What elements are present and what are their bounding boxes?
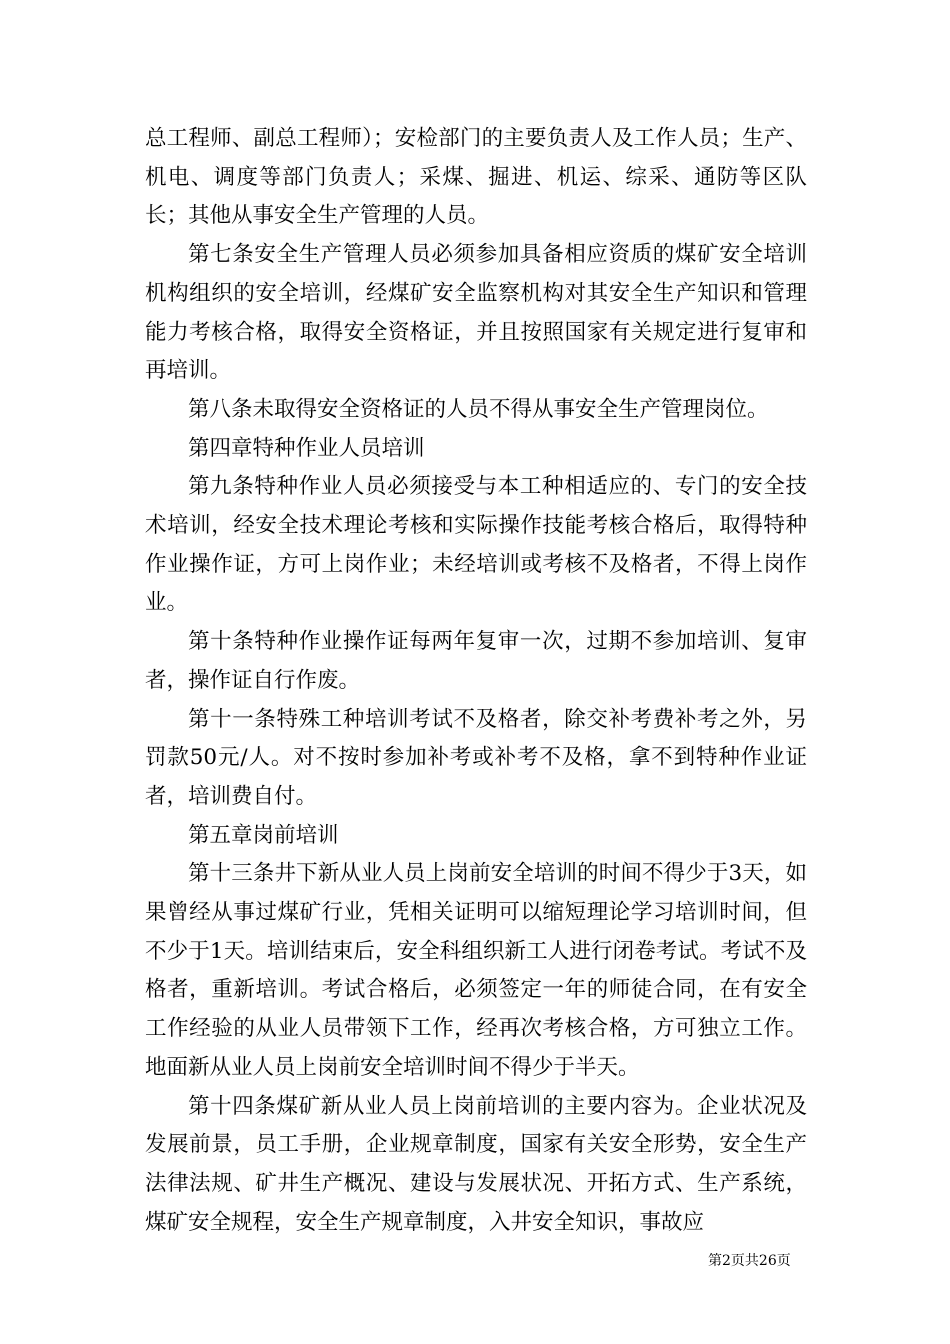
paragraph-continued: 总工程师、副总工程师）；安检部门的主要负责人及工作人员；生产、机电、调度等部门负责人；采煤、掘进、机运、综采、通防等区队长；其他从事安全生产管理的人员。 bbox=[145, 126, 807, 229]
chapter-heading-5: 第五章岗前培训 bbox=[188, 822, 339, 848]
page-number: 第2页共26页 bbox=[708, 1253, 791, 1269]
paragraph-article-14: 第十四条煤矿新从业人员上岗前培训的主要内容为。企业状况及发展前景，员工手册，企业规章制度，国家有关安全形势，安全生产法律法规、矿井生产概况、建设与发展状况、开拓方式、生产系统，煤矿安全规程，安全生产规章制度，入井安全知识，事故应 bbox=[145, 1093, 807, 1235]
paragraph-article-9: 第九条特种作业人员必须接受与本工种相适应的、专门的安全技术培训，经安全技术理论考核和实际操作技能考核合格后，取得特种作业操作证，方可上岗作业；未经培训或考核不及格者，不得上岗作业。 bbox=[145, 474, 807, 616]
paragraph-article-10: 第十条特种作业操作证每两年复审一次，过期不参加培训、复审者，操作证自行作废。 bbox=[145, 629, 807, 693]
paragraph-article-13: 第十三条井下新从业人员上岗前安全培训的时间不得少于3天，如果曾经从事过煤矿行业，凭相关证明可以缩短理论学习培训时间，但不少于1天。培训结束后，安全科组织新工人进行闭卷考试。考试不及格者，重新培训。考试合格后，必须签定一年的师徒合同，在有安全工作经验的从业人员带领下工作，经再次考核合格，方可独立工作。地面新从业人员上岗前安全培训时间不得少于半天。 bbox=[145, 861, 807, 1080]
paragraph-article-7: 第七条安全生产管理人员必须参加具备相应资质的煤矿安全培训机构组织的安全培训，经煤矿安全监察机构对其安全生产知识和管理能力考核合格，取得安全资格证，并且按照国家有关规定进行复审和再培训。 bbox=[145, 242, 807, 384]
document-body bbox=[145, 120, 807, 1242]
chapter-heading-4: 第四章特种作业人员培训 bbox=[188, 435, 425, 461]
paragraph-article-8: 第八条未取得安全资格证的人员不得从事安全生产管理岗位。 bbox=[188, 396, 769, 422]
paragraph-article-11: 第十一条特殊工种培训考试不及格者，除交补考费补考之外，另罚款50元/人。对不按时参加补考或补考不及格，拿不到特种作业证者，培训费自付。 bbox=[145, 706, 807, 809]
